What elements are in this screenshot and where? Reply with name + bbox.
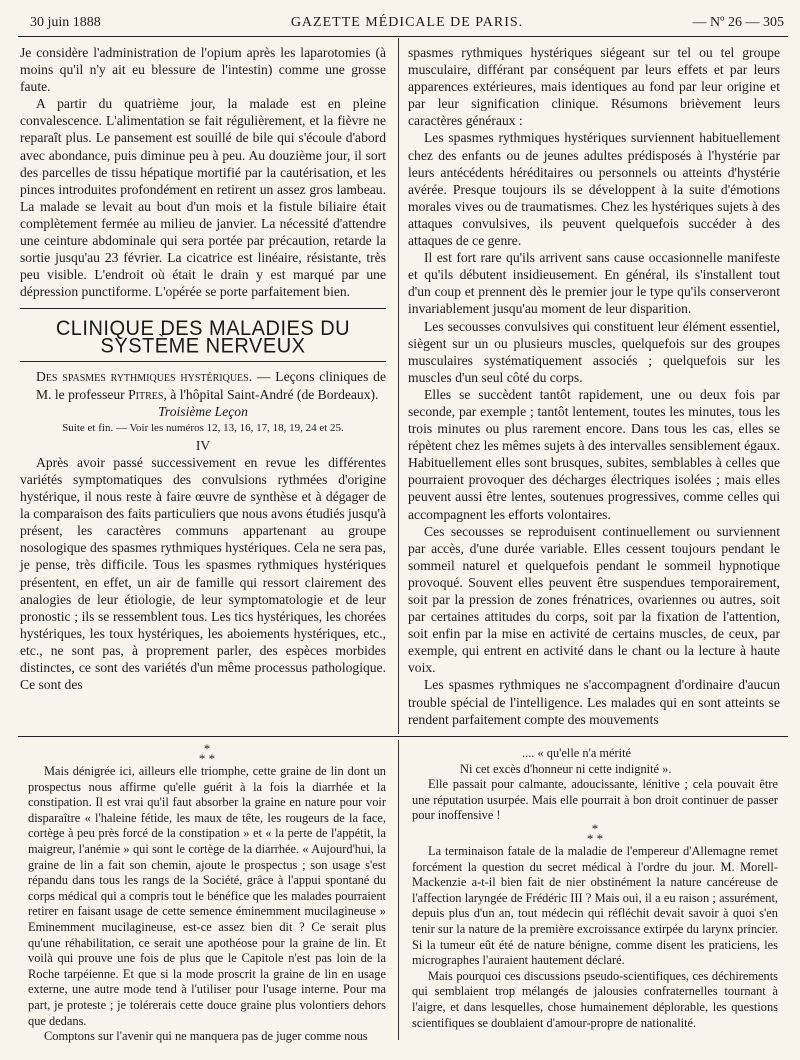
column-divider-top xyxy=(398,38,399,734)
header-rule xyxy=(18,36,788,37)
feuilleton-right xyxy=(412,746,778,1031)
paragraph: La terminaison fatale de la maladie de l'empereur d'Allemagne remet forcément la question du secret médical à l'ordre du jour. M. Morell-Mackenzie a-t-il bien fait de nier obstinément la nature cancéreuse de l'affection laryngée de Frédéric III ? Mais oui, il a eu raison ; assurément, depuis plus d'un an, tout médecin qui réfléchit devait savoir à quoi s'en tenir sur la nature de la première excroissance extirpée du larynx princier. Si la tumeur eût été de nature bénigne, comme disent les praticiens, les micrographes l'auraient hautement déclaré. xyxy=(412,843,778,968)
continuation-note: Suite et fin. — Voir les numéros 12, 13, 16, 17, 18, 19, 24 et 25. xyxy=(62,421,344,434)
left-column xyxy=(20,44,386,693)
paragraph: Mais pourquoi ces discussions pseudo-scientifiques, ces déchirements qui semblaient trop mélangés de jalousies confraternelles tournant à l'aigre, et dans lesquelles, chose humainement déplorable, les questions scientifiques se doublaient d'amour-propre de nationalité. xyxy=(412,968,778,1030)
section-number: IV xyxy=(195,437,211,453)
paragraph: Les spasmes rythmiques ne s'accompagnent d'ordinaire d'aucun trouble spécial de l'intelligence. Les malades qui en sont atteints se rendent parfaitement compte des mouvements xyxy=(408,677,780,727)
paragraph: Elles se succèdent tantôt rapidement, une ou deux fois par seconde, par exemple ; tantôt lentement, toutes les minutes, tous les trois minutes ou plus rarement encore. Dans tous les cas, elles se répètent chez les mêmes sujets à des intervalles sensiblement égaux. Habituellement elles sont brusques, subites, semblables à celles que pourraient provoquer des décharges électriques isolées ; mais elles peuvent aussi être lentes, soutenues progressives, comme celles qui accompagnent les efforts volontaires. xyxy=(408,386,780,522)
lecture-heading: Des spasmes rythmiques hystériques. — Leçons cliniques de M. le professeur Pitres, à l'hôpital Saint-André (de Bordeaux). xyxy=(36,369,386,402)
right-column xyxy=(408,44,780,728)
paragraph: Comptons sur l'avenir qui ne manquera pas de juger comme nous xyxy=(44,1029,368,1044)
paragraph: spasmes rythmiques hystériques siégeant sur tel ou tel groupe musculaire, différant par conséquent par leurs effets et par leurs apparences extérieures, mais identiques au fond par leur origine et par leur signification clinique. Résumons brièvement leurs caractères généraux : xyxy=(408,45,780,129)
feuilleton-rule xyxy=(18,736,788,737)
feuilleton-left xyxy=(28,741,386,1045)
lesson-title: Troisième Leçon xyxy=(158,403,248,419)
paragraph: Les spasmes rythmiques hystériques surviennent habituellement chez des enfants ou de jeunes adultes prédisposés à l'hystérie par leurs antécédents héréditaires ou personnels ou atteints d'hystérie avérée. Presque toujours ils se développent à la suite d'émotions morales vives ou de traumatismes. Chez les hystériques sujets à des attaques convulsives, ils peuvent quelquefois succéder à des attaques de ce genre. xyxy=(408,130,780,249)
paragraph: Elle passait pour calmante, adoucissante, lénitive ; cela pouvait être une réputation usurpée. Mais elle pourrait à bon droit continuer de passer pour inoffensive ! xyxy=(412,777,778,823)
header-date: 30 juin 1888 xyxy=(30,15,101,30)
section-stars: * * * xyxy=(586,820,604,846)
quote-line: Ni cet excès d'honneur ni cette indignité ». xyxy=(460,761,672,776)
section-title-box xyxy=(20,308,386,362)
section-title: CLINIQUE DES MALADIES DU SYSTÈME NERVEUX xyxy=(55,317,351,359)
page-header xyxy=(30,12,784,36)
header-title: GAZETTE MÉDICALE DE PARIS. xyxy=(290,15,524,30)
paragraph: A partir du quatrième jour, la malade est en pleine convalescence. L'alimentation se fait régulièrement, et la fièvre ne reparaît plus. Le pansement est souillé de bile qui s'écoule d'abord avec abondance, puis diminue peu à peu. Au douzième jour, il sort des parcelles de tissu hépatique mortifié par la cautérisation, et les pinces introduites profondément en retirent un assez gros lambeau. La malade se levait au bout d'un mois et la fistule biliaire était complètement fermée au milieu de janvier. La nécessité d'attendre une ceinture abdominale qui sera portée par précaution, retarde la sortie jusqu'au 23 février. La cicatrice est linéaire, résistante, très peu visible. L'endroit où était le drain y est marqué par une dépression punctiforme. L'opérée se porte parfaitement bien. xyxy=(20,96,386,300)
paragraph: Je considère l'administration de l'opium après les laparotomies (à moins qu'il n'y ait eu blessure de l'intestin) comme une grosse faute. xyxy=(20,45,386,95)
column-divider-bottom xyxy=(398,740,399,1040)
paragraph: Ces secousses se reproduisent continuellement ou surviennent par accès, d'une durée variable. Elles cessent toujours pendant le sommeil naturel et quelquefois pendant le sommeil hypnotique provoqué. Souvent elles peuvent être suspendues temporairement, soit par la pression de zones frénatrices, ovariennes ou autres, soit par certaines attitudes du corps, soit par la fixation de l'attention, soit enfin par la mise en activité de certains muscles, de ceux, par exemple, qui entrent en activité dans le chant ou la lecture à haute voix. xyxy=(408,523,780,676)
quote-line: .... « qu'elle n'a mérité xyxy=(522,746,632,760)
header-page-number: — Nº 26 — 305 xyxy=(692,15,784,30)
section-stars: * * * xyxy=(198,741,216,766)
paragraph: Il est fort rare qu'ils arrivent sans cause occasionnelle manifeste et qu'ils débutent insidieusement. En général, ils s'installent tout d'un coup et prennent dès le premier jour le type qu'ils conserveront invariablement jusqu'au moment de leur disparition. xyxy=(408,250,780,317)
paragraph: Après avoir passé successivement en revue les différentes variétés symptomatiques des convulsions rythmées d'origine hystérique, il nous reste à faire œuvre de synthèse et à dégager de la comparaison des faits particuliers que nous avons étudiés jusqu'à présent, les caractères communs appartenant au groupe nosologique des spasmes rythmiques hystériques. Cela ne sera pas, je pense, très difficile. Tous les spasmes rythmiques hystériques présentent, en effet, un air de famille qui ressort clairement des analogies de leur étiologie, de leur symptomatologie et de leur pronostic ; ils se ressemblent tous. Les tics hystériques, les chorées hystériques, les toux hystériques, les aboiements hystériques, etc., etc., ne sont pas, à proprement parler, des espèces morbides distinctes, ce sont des variétés d'un même processus pathologique. Ce sont des xyxy=(20,454,386,693)
paragraph: Mais dénigrée ici, ailleurs elle triomphe, cette graine de lin dont un prospectus nous affirme qu'elle guérit à la fois la diarrhée et la constipation. Il est vrai qu'il faut absorber la graine en nature pour voir disparaître « l'haleine fétide, les maux de tête, les rougeurs de la face, cortège à peu près forcé de la constipation » et « la perte de l'appétit, la maigreur, l'anémie » qui sont le cortège de la diarrhée. « Aujourd'hui, la graine de lin a fait son chemin, ajoute le prospectus ; son usage s'est répandu dans tous les rangs de la Société, grâce à l'appui spontané du corps médical qui a compris tout le bénéfice que les malades pourraient retirer en faisant usage de cette semence éminemment mucilagineuse » Eminemment mucilagineuse, est-ce assez bien dit ? Ce serait plus qu'une réhabilitation, ce serait une apothéose pour la graine de lin. Et voilà qui prouve une fois de plus que le Capitole n'est pas loin de la Roche tarpéienne. Et que si la mode proscrit la graine de lin en usage externe, une autre mode tend à l'utiliser pour l'usage interne. Pour ma part, je proteste ; je tolérerais cette douce graine plus volontiers dehors que dedans. xyxy=(28,764,386,1028)
paragraph: Les secousses convulsives qui constituent leur élément essentiel, siègent sur un ou plusieurs muscles, quelquefois sur des groupes musculaires systématiquement associés ; quelquefois sur les muscles d'un seul côté du corps. xyxy=(408,318,780,385)
